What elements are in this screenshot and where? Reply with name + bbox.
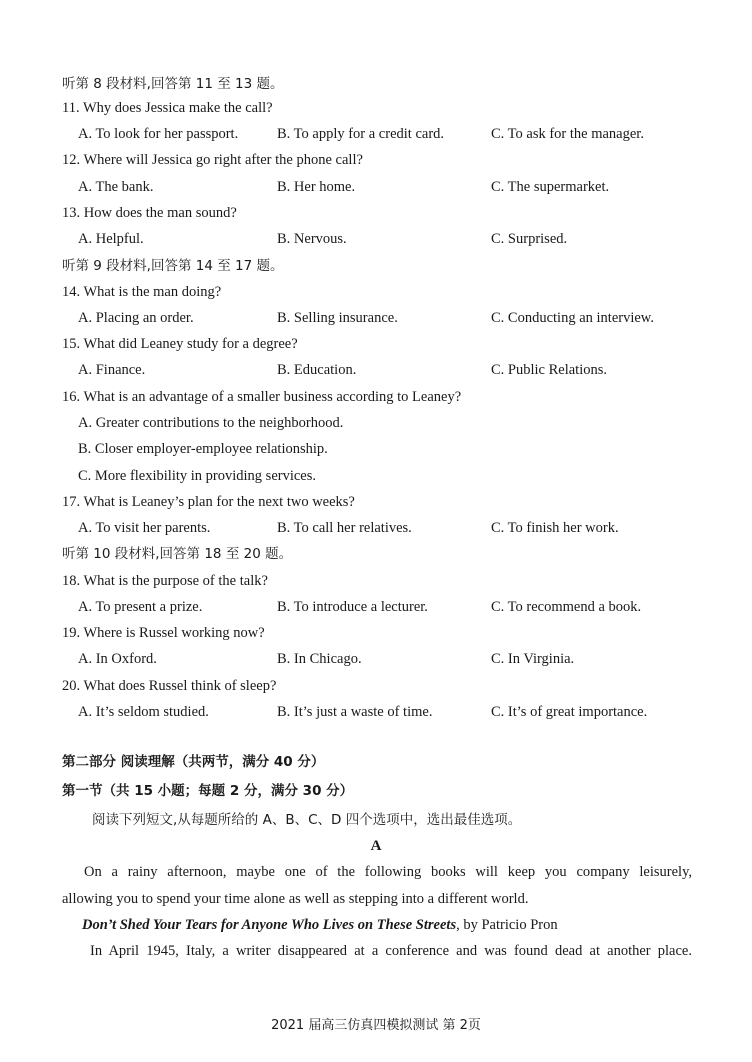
passage-para-1-line-1: On a rainy afternoon, maybe one of the following books will keep you company leisurely, — [84, 864, 692, 880]
question-12: 12. Where will Jessica go right after the phone call? — [62, 152, 363, 168]
option-b: B. Her home. — [277, 179, 356, 195]
section-9-instruction: 听第 9 段材料,回答第 14 至 17 题。 — [62, 258, 284, 274]
question-18: 18. What is the purpose of the talk? — [62, 573, 268, 589]
option-c: C. The supermarket. — [491, 179, 610, 195]
question-19: 19. Where is Russel working now? — [62, 625, 265, 641]
section-10-instruction: 听第 10 段材料,回答第 18 至 20 题。 — [62, 546, 293, 562]
book-title: Don’t Shed Your Tears for Anyone Who Lives on These Streets — [82, 917, 457, 933]
option-c: C. Public Relations. — [491, 362, 607, 378]
question-14: 14. What is the man doing? — [62, 284, 222, 300]
option-c: C. To finish her work. — [491, 520, 619, 536]
option-c: C. To ask for the manager. — [491, 126, 644, 142]
question-17: 17. What is Leaney’s plan for the next two weeks? — [62, 494, 355, 510]
option-b: B. Selling insurance. — [277, 310, 398, 326]
option-a: A. In Oxford. — [78, 651, 157, 667]
reading-instruction: 阅读下列短文,从每题所给的 A、B、C、D 四个选项中，选出最佳选项。 — [92, 812, 522, 828]
part-two-heading: 第二部分 阅读理解（共两节，满分 40 分） — [62, 754, 325, 770]
question-13: 13. How does the man sound? — [62, 205, 237, 221]
option-c: C. Conducting an interview. — [491, 310, 654, 326]
passage-para-2-line-1: In April 1945, Italy, a writer disappeared at a conference and was found dead at another place. — [90, 943, 692, 959]
page-footer: 2021 届高三仿真四模拟测试 第 2页 — [271, 1018, 481, 1033]
book-author: , by Patricio Pron — [456, 917, 558, 933]
option-16-c: C. More flexibility in providing services. — [78, 468, 317, 484]
option-c: C. In Virginia. — [491, 651, 575, 667]
question-15: 15. What did Leaney study for a degree? — [62, 336, 298, 352]
section-one-heading: 第一节（共 15 小题；每题 2 分，满分 30 分） — [62, 783, 354, 799]
option-a: A. To look for her passport. — [78, 126, 239, 142]
option-b: B. Education. — [277, 362, 357, 378]
option-b: B. To apply for a credit card. — [277, 126, 445, 142]
option-b: B. In Chicago. — [277, 651, 362, 667]
option-16-b: B. Closer employer-employee relationship. — [78, 441, 328, 457]
option-a: A. The bank. — [78, 179, 154, 195]
book-entry — [82, 915, 558, 935]
question-11: 11. Why does Jessica make the call? — [62, 100, 273, 116]
option-c: C. To recommend a book. — [491, 599, 642, 615]
option-a: A. To visit her parents. — [78, 520, 211, 536]
option-b: B. To introduce a lecturer. — [277, 599, 428, 615]
option-c: C. It’s of great importance. — [491, 704, 648, 720]
option-16-a: A. Greater contributions to the neighborhood. — [78, 415, 344, 431]
section-8-instruction: 听第 8 段材料,回答第 11 至 13 题。 — [62, 76, 284, 92]
option-b: B. To call her relatives. — [277, 520, 412, 536]
option-b: B. It’s just a waste of time. — [277, 704, 433, 720]
passage-label: A — [370, 838, 382, 854]
option-b: B. Nervous. — [277, 231, 347, 247]
option-c: C. Surprised. — [491, 231, 568, 247]
option-a: A. Finance. — [78, 362, 146, 378]
option-a: A. It’s seldom studied. — [78, 704, 209, 720]
passage-para-1-line-2: allowing you to spend your time alone as well as stepping into a different world. — [62, 891, 529, 907]
option-a: A. To present a prize. — [78, 599, 203, 615]
question-16: 16. What is an advantage of a smaller business according to Leaney? — [62, 389, 462, 405]
option-a: A. Helpful. — [78, 231, 144, 247]
question-20: 20. What does Russel think of sleep? — [62, 678, 277, 694]
option-a: A. Placing an order. — [78, 310, 194, 326]
